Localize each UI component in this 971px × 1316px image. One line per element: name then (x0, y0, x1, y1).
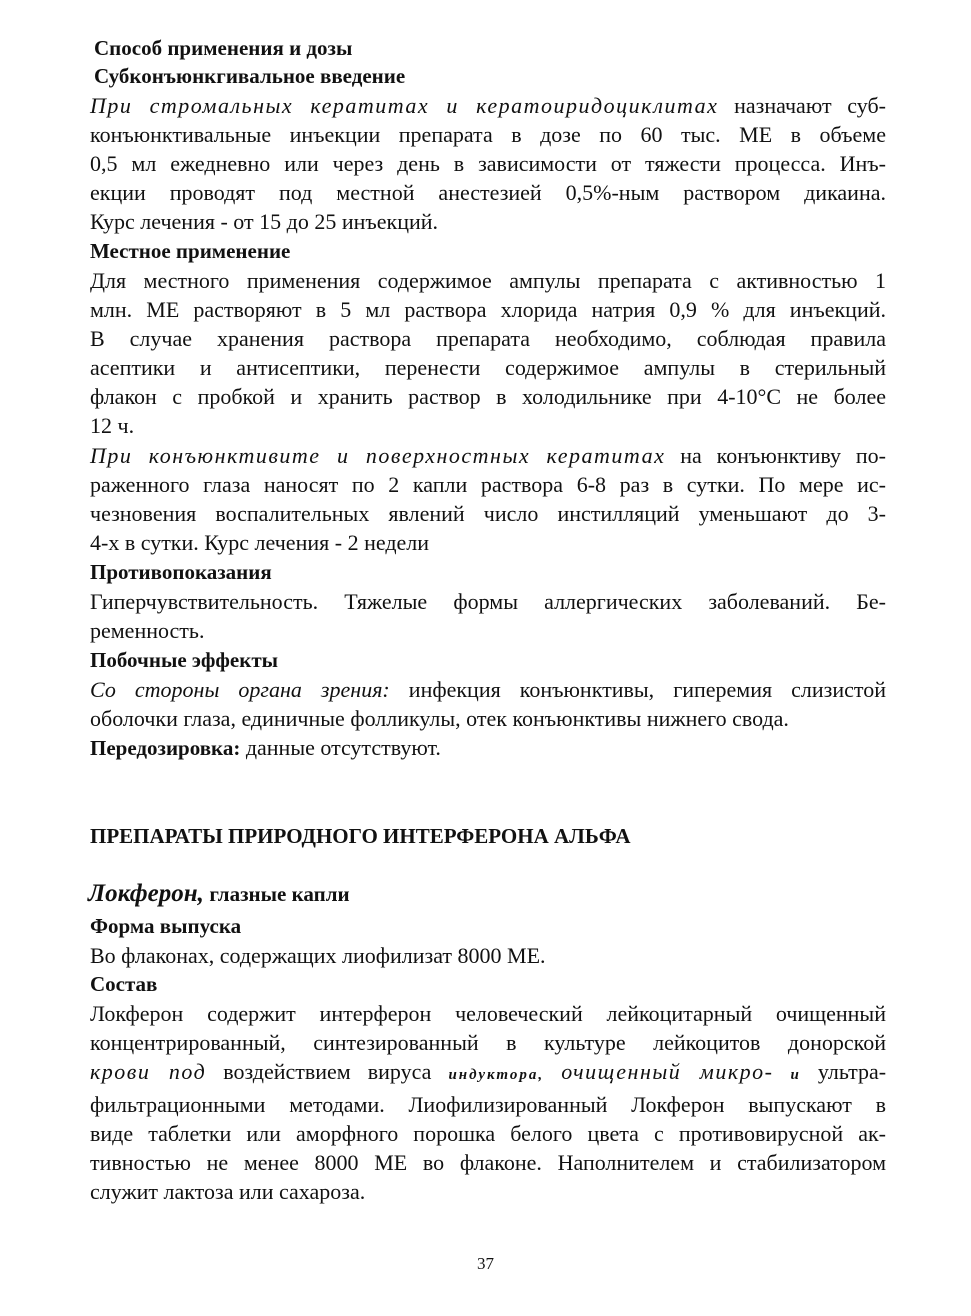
text-line: концентрированный, синтезированный в культуре лейкоцитов донорской (90, 1030, 886, 1055)
italic-phrase: очищенный микро- (561, 1059, 774, 1084)
text-span: назначают суб- (734, 93, 887, 118)
text-line: Для местного применения содержимое ампулы препарата с активностью 1 (90, 268, 886, 293)
section-title: ПРЕПАРАТЫ ПРИРОДНОГО ИНТЕРФЕРОНА АЛЬФА (90, 824, 631, 848)
italic-phrase: При стромальных кератитах и кератоиридоциклитах (90, 93, 719, 118)
text-span: воздействием вируса (223, 1059, 432, 1084)
overdose-text: данные отсутствуют. (245, 735, 441, 760)
overdose-line (90, 733, 886, 763)
paragraph-contraindications (90, 587, 886, 645)
heading-composition: Состав (90, 972, 158, 996)
page-number: 37 (477, 1254, 494, 1273)
italic-phrase: крови под (90, 1059, 207, 1084)
text-line: екции проводят под местной анестезией 0,5%-ным раствором дикаина. (90, 180, 886, 205)
heading-local-use: Местное применение (90, 239, 291, 263)
text-line: 4-х в сутки. Курс лечения - 2 недели (90, 530, 430, 555)
italic-phrase: При конъюнктивите и поверхностных кератитах (90, 443, 666, 468)
text-line (90, 441, 886, 470)
heading-release-form: Форма выпуска (90, 914, 242, 938)
text-line (90, 91, 886, 120)
heading-side-effects: Побочные эффекты (90, 648, 279, 672)
text-line: служит лактоза или сахароза. (90, 1179, 366, 1204)
text-line (90, 675, 886, 704)
drug-heading (88, 879, 884, 909)
text-line: Гиперчувствительность. Тяжелые формы аллергических заболеваний. Бе- (90, 589, 886, 614)
heading-subconjunctival: Субконъюнкгивальное введение (94, 64, 406, 88)
paragraph-local-use (90, 266, 886, 440)
italic-phrase: Со стороны органа зрения: (90, 677, 390, 702)
text-line: виде таблетки или аморфного порошка белого цвета с противовирусной ак- (90, 1121, 886, 1146)
text-line: ременность. (90, 618, 205, 643)
text-line: 0,5 мл ежедневно или через день в зависимости от тяжести процесса. Инъ- (90, 151, 886, 176)
text-span: инфекция конъюнктивы, гиперемия слизистой (408, 677, 886, 702)
heading-dosage: Способ применения и дозы (94, 36, 353, 60)
text-line: фильтрационными методами. Лиофилизированный Локферон выпускают в (90, 1092, 886, 1117)
text-line: асептики и антисептики, перенести содержимое ампулы в стерильный (90, 355, 886, 380)
text-line: В случае хранения раствора препарата необходимо, соблюдая правила (90, 326, 886, 351)
text-line: тивностью не менее 8000 МЕ во флаконе. Наполнителем и стабилизатором (90, 1150, 886, 1175)
overdose-label: Передозировка: (90, 736, 241, 760)
paragraph-side-effects (90, 675, 886, 733)
release-form-text: Во флаконах, содержащих лиофилизат 8000 МЕ. (90, 943, 546, 968)
text-line: 12 ч. (90, 413, 135, 438)
text-line (90, 1057, 886, 1090)
paragraph-subconjunctival (90, 91, 886, 236)
drug-form: глазные капли (209, 882, 350, 906)
text-line: раженного глаза наносят по 2 капли раствора 6-8 раз в сутки. По мере ис- (90, 472, 886, 497)
text-span: на конъюнктиву по- (680, 443, 886, 468)
text-line: флакон с пробкой и хранить раствор в холодильнике при 4-10°С не более (90, 384, 886, 409)
heading-contraindications: Противопоказания (90, 560, 272, 584)
text-line: Локферон содержит интерферон человеческий лейкоцитарный очищенный (90, 1001, 886, 1026)
text-span: ультра- (817, 1059, 887, 1084)
text-line: Курс лечения - от 15 до 25 инъекций. (90, 209, 439, 234)
text-line: млн. МЕ растворяют в 5 мл раствора хлорида натрия 0,9 % для инъекций. (90, 297, 886, 322)
paragraph-conjunctivitis (90, 441, 886, 557)
text-line: чезновения воспалительных явлений число инстилляций уменьшают до 3- (90, 501, 886, 526)
text-line: конъюнктивальные инъекции препарата в дозе по 60 тыс. МЕ в объеме (90, 122, 886, 147)
drug-name: Локферон, (88, 880, 204, 907)
spaced-phrase: и (790, 1067, 801, 1083)
text-line: оболочки глаза, единичные фолликулы, отек конъюнктивы нижнего свода. (90, 706, 789, 731)
paragraph-composition (90, 999, 886, 1206)
spaced-phrase: индуктора, (448, 1067, 545, 1083)
